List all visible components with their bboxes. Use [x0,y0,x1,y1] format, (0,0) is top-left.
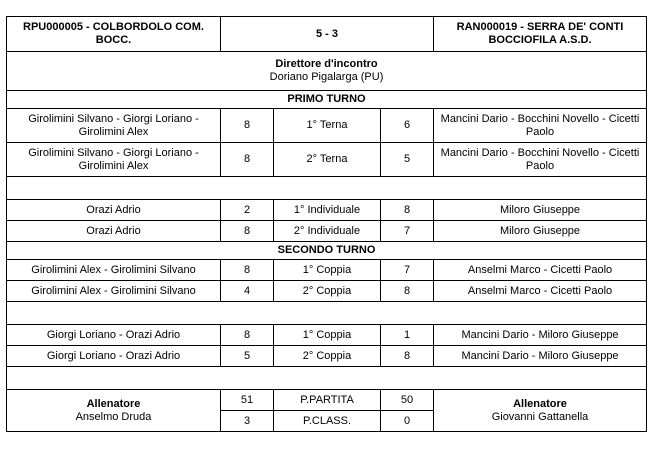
match-report-table [6,16,647,432]
game-type: 2° Terna [274,143,381,177]
footer-row [7,390,647,411]
away-score: 8 [381,346,434,367]
away-total-points: 50 [381,390,434,411]
home-total-points: 51 [221,390,274,411]
game-type: 2° Individuale [274,221,381,242]
director-name: Doriano Pigalarga (PU) [269,71,384,83]
away-coach-cell [434,390,647,432]
table-row [7,221,647,242]
home-score: 8 [221,109,274,143]
section-title-second: SECONDO TURNO [7,242,647,260]
home-players: Girolimini Silvano - Giorgi Loriano - Girolimini Alex [7,143,221,177]
spacer-row [7,302,647,325]
home-score: 8 [221,143,274,177]
away-players: Mancini Dario - Miloro Giuseppe [434,346,647,367]
away-players: Anselmi Marco - Cicetti Paolo [434,281,647,302]
home-coach-cell [7,390,221,432]
game-type: 1° Terna [274,109,381,143]
away-players: Miloro Giuseppe [434,200,647,221]
game-type: 1° Individuale [274,200,381,221]
away-coach-name: Giovanni Gattanella [491,410,589,423]
director-label: Direttore d'incontro [275,58,378,70]
table-row [7,260,647,281]
away-players: Mancini Dario - Miloro Giuseppe [434,325,647,346]
home-players: Girolimini Alex - Girolimini Silvano [7,281,221,302]
away-players: Miloro Giuseppe [434,221,647,242]
home-players: Girolimini Alex - Girolimini Silvano [7,260,221,281]
home-players: Giorgi Loriano - Orazi Adrio [7,325,221,346]
spacer-row [7,367,647,390]
table-row [7,325,647,346]
away-score: 8 [381,281,434,302]
game-type: 1° Coppia [274,325,381,346]
game-type: 2° Coppia [274,281,381,302]
home-score: 2 [221,200,274,221]
away-players: Mancini Dario - Bocchini Novello - Cicetti Paolo [434,109,647,143]
total-label-partita: P.PARTITA [274,390,381,411]
director-row [7,52,647,91]
away-score: 7 [381,260,434,281]
table-row [7,109,647,143]
section-title-first: PRIMO TURNO [7,91,647,109]
away-coach-label: Allenatore [513,397,567,410]
spacer-row [7,177,647,200]
home-coach-name: Anselmo Druda [75,410,152,423]
spacer-cell [7,302,647,325]
match-score: 5 - 3 [221,17,434,52]
away-score: 5 [381,143,434,177]
home-class-points: 3 [221,411,274,432]
home-players: Girolimini Silvano - Giorgi Loriano - Girolimini Alex [7,109,221,143]
away-score: 8 [381,200,434,221]
home-score: 8 [221,325,274,346]
home-players: Giorgi Loriano - Orazi Adrio [7,346,221,367]
home-players: Orazi Adrio [7,200,221,221]
game-type: 2° Coppia [274,346,381,367]
away-class-points: 0 [381,411,434,432]
spacer-cell [7,177,647,200]
section-row-second [7,242,647,260]
header-row [7,17,647,52]
home-coach-label: Allenatore [86,397,141,410]
spacer-cell [7,367,647,390]
section-row-first [7,91,647,109]
table-row [7,346,647,367]
home-score: 5 [221,346,274,367]
table-row [7,200,647,221]
home-score: 4 [221,281,274,302]
away-players: Anselmi Marco - Cicetti Paolo [434,260,647,281]
away-score: 1 [381,325,434,346]
away-score: 6 [381,109,434,143]
home-team: RPU000005 - COLBORDOLO COM. BOCC. [7,17,221,52]
table-row [7,281,647,302]
away-players: Mancini Dario - Bocchini Novello - Cicetti Paolo [434,143,647,177]
home-players: Orazi Adrio [7,221,221,242]
home-score: 8 [221,221,274,242]
home-score: 8 [221,260,274,281]
table-row [7,143,647,177]
away-score: 7 [381,221,434,242]
total-label-class: P.CLASS. [274,411,381,432]
game-type: 1° Coppia [274,260,381,281]
director-cell [7,52,647,91]
away-team: RAN000019 - SERRA DE' CONTI BOCCIOFILA A.S.D. [434,17,647,52]
